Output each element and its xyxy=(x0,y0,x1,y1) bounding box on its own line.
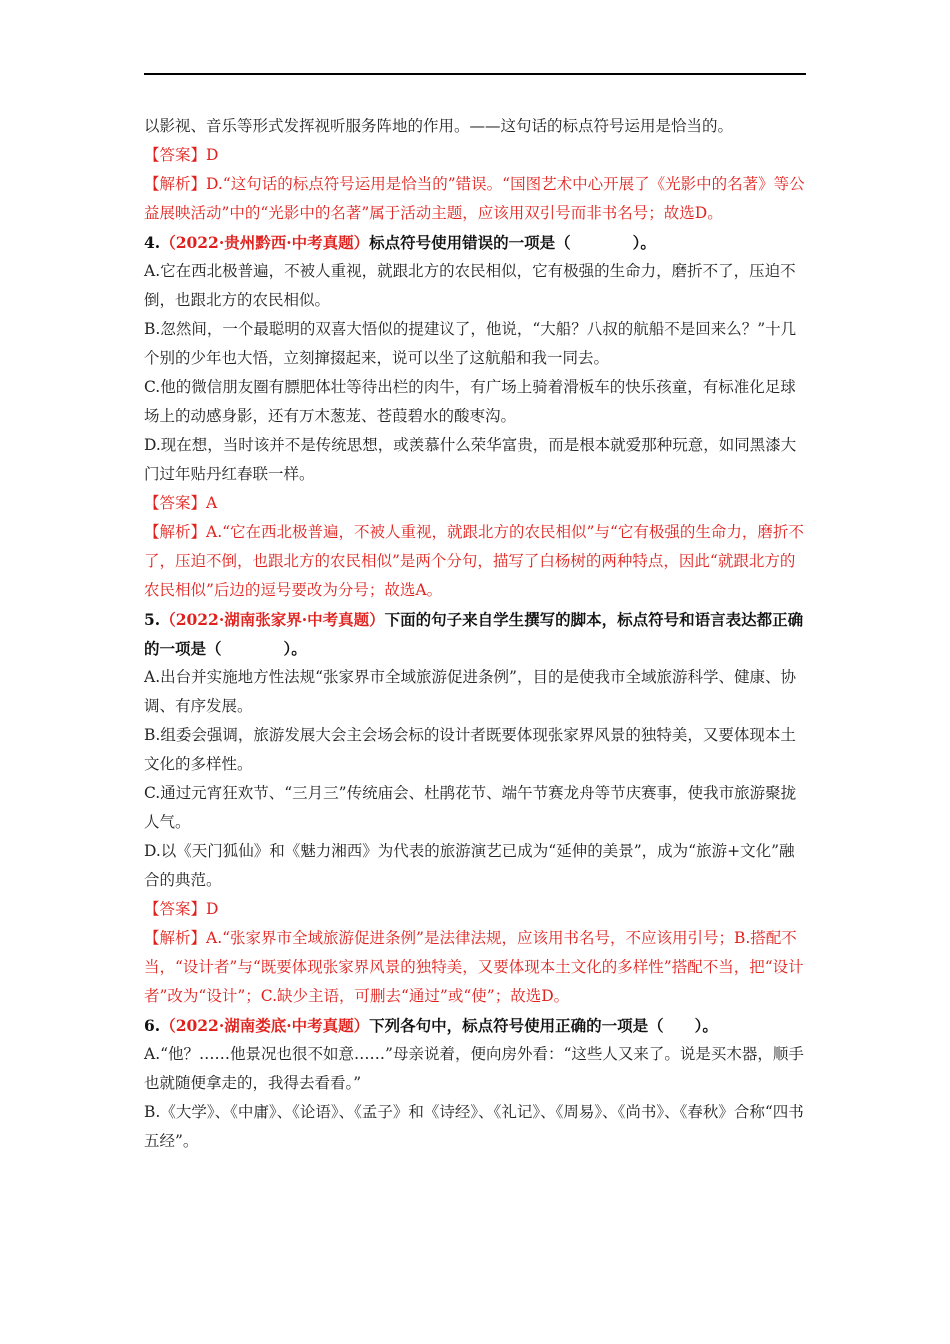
q4-stem-text: 标点符号使用错误的一项是（ ）。 xyxy=(369,233,656,252)
q5-stem xyxy=(144,605,808,663)
q3-answer: 【答案】D xyxy=(144,146,219,164)
q6-stem-text: 下列各句中，标点符号使用正确的一项是（ ）。 xyxy=(369,1016,718,1035)
q5-option-c: C.通过元宵狂欢节、“三月三”传统庙会、杜鹃花节、端午节赛龙舟等节庆赛事，使我市旅游聚拢人气。 xyxy=(144,784,797,831)
q5-option-d: D.以《天门狐仙》和《魅力湘西》为代表的旅游演艺已成为“延伸的美景”，成为“旅游+文化”融合的典范。 xyxy=(144,842,795,889)
q5-option-b: B.组委会强调，旅游发展大会主会场会标的设计者既要体现张家界风景的独特美，又要体现本土文化的多样性。 xyxy=(144,726,796,773)
q6-number: 6. xyxy=(144,1016,161,1035)
q4-option-b: B.忽然间，一个最聪明的双喜大悟似的提建议了，他说，“大船？八叔的航船不是回来么？”十几个别的少年也大悟，立刻撺掇起来，说可以坐了这航船和我一同去。 xyxy=(144,320,797,367)
q5-answer: 【答案】D xyxy=(144,900,219,918)
q5-explanation: 【解析】A.“张家界市全域旅游促进条例”是法律法规，应该用书名号，不应该用引号；B.搭配不当，“设计者”与“既要体现张家界风景的独特美，又要体现本土文化的多样性”搭配不当，把“设计者”改为“设计”；C.缺少主语，可删去“通过”或“使”；故选D。 xyxy=(144,929,804,1005)
q6-stem xyxy=(144,1011,808,1040)
q4-source: （2022·贵州黔西·中考真题） xyxy=(160,233,370,252)
q4-option-c: C.他的微信朋友圈有膘肥体壮等待出栏的肉牛，有广场上骑着滑板车的快乐孩童，有标准化足球场上的动感身影，还有万木葱茏、苍葭碧水的酸枣沟。 xyxy=(144,378,796,425)
q5-option-a: A.出台并实施地方性法规“张家界市全域旅游促进条例”，目的是使我市全域旅游科学、健康、协调、有序发展。 xyxy=(144,668,796,715)
document-body xyxy=(144,112,808,1156)
q6-option-a: A.“他？……他景况也很不如意……”母亲说着，便向房外看：“这些人又来了。说是买木器，顺手也就随便拿走的，我得去看看。” xyxy=(144,1045,804,1092)
q5-source: （2022·湖南张家界·中考真题） xyxy=(160,610,385,629)
header-rule xyxy=(144,73,806,75)
q4-option-a: A.它在西北极普遍，不被人重视，就跟北方的农民相似，它有极强的生命力，磨折不了，压迫不倒，也跟北方的农民相似。 xyxy=(144,262,796,309)
q6-source: （2022·湖南娄底·中考真题） xyxy=(160,1016,370,1035)
q4-option-d: D.现在想，当时该并不是传统思想，或羡慕什么荣华富贵，而是根本就爱那种玩意，如同黑漆大门过年贴丹红春联一样。 xyxy=(144,436,797,483)
q5-stem-text: 下面的句子来自学生撰写的脚本，标点符号和语言表达都正确的一项是（ ）。 xyxy=(144,610,804,658)
q4-explanation: 【解析】A.“它在西北极普遍，不被人重视，就跟北方的农民相似”与“它有极强的生命力，磨折不了，压迫不倒，也跟北方的农民相似”是两个分句，描写了白杨树的两种特点，因此“就跟北方的农民相似”后边的逗号要改为分号；故选A。 xyxy=(144,523,804,599)
q4-stem xyxy=(144,228,808,257)
q6-option-b: B.《大学》、《中庸》、《论语》、《孟子》和《诗经》、《礼记》、《周易》、《尚书》、《春秋》合称“四书五经”。 xyxy=(144,1103,804,1150)
q3-tail-text: 以影视、音乐等形式发挥视听服务阵地的作用。——这句话的标点符号运用是恰当的。 xyxy=(144,117,734,135)
q4-number: 4. xyxy=(144,233,161,252)
q5-number: 5. xyxy=(144,610,161,629)
q4-answer: 【答案】A xyxy=(144,494,218,512)
q3-explanation: 【解析】D.“这句话的标点符号运用是恰当的”错误。“国图艺术中心开展了《光影中的名著》等公益展映活动”中的“光影中的名著”属于活动主题，应该用双引号而非书名号；故选D。 xyxy=(144,175,805,222)
